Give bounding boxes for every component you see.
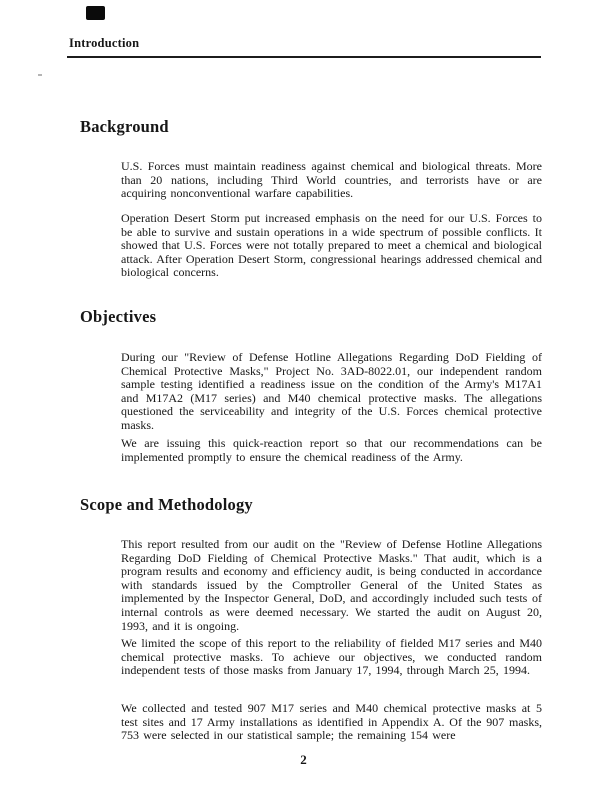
scan-speck [38, 74, 42, 76]
section-heading-scope-and-methodology: Scope and Methodology [80, 495, 253, 514]
paragraph-objectives-1: During our "Review of Defense Hotline Allegations Regarding DoD Fielding of Chemical Protective Masks," Project No. 3AD-8022.01, our independent random sample testing identified a readiness issue on the condition of the Army's M17A1 and M17A2 (M17 series) and M40 chemical protective masks. The allegations questioned the serviceability and integrity of the U.S. Forces chemical protective masks. [121, 350, 542, 432]
header-rule [67, 56, 541, 58]
scan-artifact-mark [86, 6, 105, 20]
section-heading-background: Background [80, 117, 169, 136]
paragraph-background-2: Operation Desert Storm put increased emphasis on the need for our U.S. Forces to be able to survive and sustain operations in a wide spectrum of possible conflicts. It showed that U.S. Forces were not totally prepared to meet a chemical and biological attack. After Operation Desert Storm, congressional hearings addressed chemical and biological concerns. [121, 211, 542, 280]
paragraph-scope-3: We collected and tested 907 M17 series and M40 chemical protective masks at 5 test sites and 17 Army installations as identified in Appendix A. Of the 907 masks, 753 were selected in our statistical sample; the remaining 154 were [121, 701, 542, 743]
paragraph-objectives-2: We are issuing this quick-reaction report so that our recommendations can be implemented promptly to ensure the chemical readiness of the Army. [121, 436, 542, 464]
page-number: 2 [300, 752, 307, 767]
section-heading-objectives: Objectives [80, 307, 157, 326]
running-header: Introduction [69, 36, 140, 50]
paragraph-scope-2: We limited the scope of this report to the reliability of fielded M17 series and M40 chemical protective masks. To achieve our objectives, we conducted random independent tests of those masks from January 17, 1994, through March 25, 1994. [121, 636, 542, 678]
paragraph-background-1: U.S. Forces must maintain readiness against chemical and biological threats. More than 20 nations, including Third World countries, and terrorists have or are acquiring nonconventional warfare capabilities. [121, 159, 542, 201]
paragraph-scope-1: This report resulted from our audit on the "Review of Defense Hotline Allegations Regarding DoD Fielding of Chemical Protective Masks." That audit, which is a program results and economy and efficiency audit, is being conducted in accordance with standards issued by the Comptroller General of the United States as implemented by the Inspector General, DoD, and accordingly included such tests of internal controls as were deemed necessary. We started the audit on August 20, 1993, and it is ongoing. [121, 537, 542, 633]
